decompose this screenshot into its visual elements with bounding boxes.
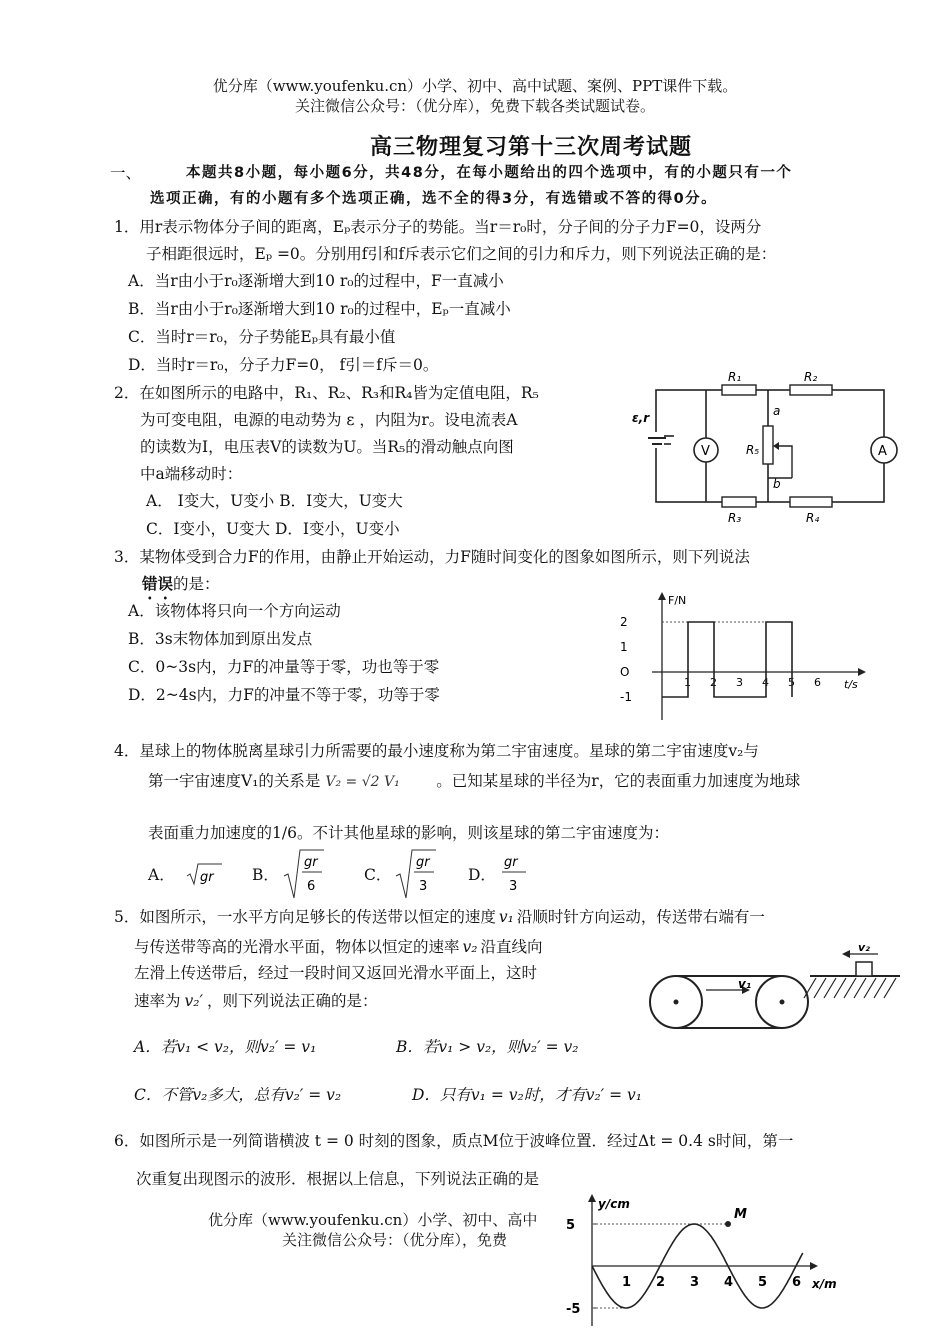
y-tick-label: -5 (566, 1302, 581, 1317)
q3-line-1: 3．某物体受到合力F的作用，由静止开始运动，力F随时间变化的图象如图所示，则下列说法 (114, 548, 750, 566)
svg-text:gr: gr (504, 855, 518, 870)
block-object (856, 962, 872, 976)
force-series-line (662, 622, 792, 697)
q4-answer-c-formula (394, 846, 438, 902)
q1-option-d: D．当时r＝r₀，分子力F=0， f引＝f斥＝0。 (128, 356, 439, 374)
q4-formula: V₂ = √2 V₁ (325, 774, 400, 790)
x-tick-label: 3 (690, 1275, 700, 1290)
q1-option-a: A．当r由小于r₀逐渐增大到10 r₀的过程中，F一直减小 (128, 272, 504, 290)
label-r1: R₁ (728, 370, 742, 384)
x-axis-label: t/s (844, 678, 858, 691)
svg-text:gr: gr (416, 855, 430, 870)
q2-line-2: 为可变电阻，电源的电动势为 ε ，内阻为r。设电流表A (140, 411, 518, 429)
q4-answer-a-formula (184, 858, 224, 888)
y-tick-label: 2 (620, 615, 628, 629)
q4-answer-b-formula (282, 846, 326, 902)
q3-option-b: B．3s末物体加到原出发点 (128, 630, 313, 648)
y-tick-label: -1 (620, 690, 632, 704)
q2-line-1: 2．在如图所示的电路中，R₁、R₂、R₃和R₄皆为定值电阻，R₅ (114, 384, 539, 402)
x-tick-label: 4 (762, 676, 769, 689)
x-tick-label: 2 (656, 1275, 666, 1290)
y-axis-arrow (588, 1194, 596, 1202)
q3-line-2: 错误的是： (142, 574, 220, 593)
footer-line-2: 关注微信公众号：（优分库），免费 (282, 1231, 508, 1249)
q2-line-4: 中a端移动时： (140, 465, 243, 483)
svg-text:6: 6 (307, 879, 316, 894)
q1-option-b: B．当r由小于r₀逐渐增大到10 r₀的过程中，Eₚ一直减小 (128, 300, 511, 318)
section-instructions-2: 选项正确，有的小题有多个选项正确，选不全的得3分，有选错或不答的得0分。 (150, 191, 718, 207)
page-title: 高三物理复习第十三次周考试题 (370, 134, 693, 160)
x-tick-label: 3 (736, 676, 743, 689)
x-tick-label: 6 (792, 1275, 802, 1290)
voltmeter-label: V (701, 444, 710, 459)
q4-option-c: C． (364, 866, 392, 884)
label-r4: R₄ (806, 511, 820, 525)
q2-options-cd: C．I变小，U变大 D．I变小，U变小 (146, 520, 400, 538)
point-m (725, 1221, 731, 1227)
section-number: 一、 (110, 164, 142, 182)
label-r2: R₂ (804, 370, 818, 384)
y-tick-label: 1 (620, 640, 628, 654)
label-r5: R₅ (746, 443, 760, 457)
q3-emphasis: 错误 (142, 574, 174, 593)
label-r3: R₃ (728, 511, 742, 525)
svg-text:gr: gr (200, 870, 214, 885)
resistor-r3 (722, 497, 756, 507)
circuit-diagram (630, 370, 892, 528)
q5-line-3: 左滑上传送带后，经过一段时间又返回光滑水平面上，这时 (134, 964, 538, 982)
q1-option-c: C．当时r＝r₀，分子势能Eₚ具有最小值 (128, 328, 396, 346)
q5-option-b: B．若v₁ > v₂，则v₂′ = v₂ (396, 1038, 579, 1056)
q6-line-1: 6．如图所示是一列简谐横波 t = 0 时刻的图象，质点M位于波峰位置．经过Δt = 0.4 s时间，第一 (114, 1132, 794, 1150)
svg-text:3: 3 (509, 879, 518, 894)
q4-option-a: A． (148, 866, 175, 884)
x-tick-label: 2 (710, 676, 717, 689)
wave-chart (556, 1190, 846, 1330)
x-axis-arrow (810, 1262, 818, 1270)
q4-line-1: 4．星球上的物体脱离星球引力所需要的最小速度称为第二宇宙速度。星球的第二宇宙速度v₂与 (114, 742, 759, 760)
y-tick-label: 5 (566, 1218, 576, 1233)
emf-label: ε,r (632, 411, 650, 425)
resistor-r1 (722, 385, 756, 395)
x-tick-label: 4 (724, 1275, 734, 1290)
point-m-label: M (734, 1207, 747, 1222)
q3-option-c: C．0~3s内，力F的冲量等于零，功也等于零 (128, 658, 440, 676)
q3-option-a: A．该物体将只向一个方向运动 (128, 602, 341, 620)
q1-line-1: 1．用r表示物体分子间的距离，Eₚ表示分子的势能。当r＝r₀时，分子间的分子力F=0，设两分 (114, 218, 762, 236)
header-line-1: 优分库（www.youfenku.cn）小学、初中、高中试题、案例、PPT课件下载。 (212, 77, 738, 95)
resistor-r4 (790, 497, 832, 507)
q5-option-c: C．不管v₂多大，总有v₂′ = v₂ (134, 1086, 342, 1104)
section-instructions-1: 本题共8小题，每小题6分，共48分，在每小题给出的四个选项中，有的小题只有一个 (186, 165, 793, 181)
x-tick-label: 5 (788, 676, 795, 689)
q4-line-2: 第一宇宙速度V₁的关系是 V₂ = √2 V₁ 。已知某星球的半径为r，它的表面重力加速度为地球 (148, 770, 800, 793)
q5-line-1: 5．如图所示，一水平方向足够长的传送带以恒定的速度 v₁ 沿顺时针方向运动，传送带右端有一 (114, 908, 765, 926)
q3-option-d: D．2~4s内，力F的冲量不等于零，功等于零 (128, 686, 440, 704)
q4-answer-d-formula (500, 848, 532, 900)
ammeter-label: A (878, 444, 887, 459)
q5-option-a: A．若v₁ < v₂，则v₂′ = v₁ (134, 1038, 317, 1056)
q6-line-2: 次重复出现图示的波形．根据以上信息，下列说法正确的是 (136, 1170, 540, 1188)
y-axis-arrow (658, 592, 666, 600)
y-axis-label: F/N (668, 594, 687, 607)
footer-line-1: 优分库（www.youfenku.cn）小学、初中、高中 (208, 1211, 538, 1229)
x-tick-label: 6 (814, 676, 821, 689)
x-tick-label: 1 (622, 1275, 632, 1290)
x-axis-arrow (858, 668, 866, 676)
q4-option-d: D． (468, 866, 496, 884)
q2-line-3: 的读数为I，电压表V的读数为U。当R₅的滑动触点向图 (140, 438, 514, 456)
x-tick-label: 5 (758, 1275, 768, 1290)
y-axis-label: y/cm (598, 1197, 630, 1211)
q5-line-2: 与传送带等高的光滑水平面，物体以恒定的速率 v₂ 沿直线向 (134, 938, 543, 956)
q5-line-4: 速率为 v₂′ ，则下列说法正确的是： (134, 992, 378, 1010)
q5-option-d: D．只有v₁ = v₂时，才有v₂′ = v₁ (412, 1086, 643, 1104)
svg-text:3: 3 (419, 879, 428, 894)
label-b: b (773, 477, 781, 491)
x-tick-label: 1 (684, 676, 691, 689)
force-time-chart (616, 588, 870, 728)
x-axis-label: x/m (812, 1277, 837, 1291)
q1-line-2: 子相距很远时，Eₚ =0。分别用f引和f斥表示它们之间的引力和斥力，则下列说法正确的是： (146, 245, 777, 263)
label-a: a (773, 404, 781, 418)
header-line-2: 关注微信公众号：（优分库），免费下载各类试题试卷。 (294, 97, 655, 115)
v1-label: v₁ (738, 977, 752, 991)
resistor-r2 (790, 385, 832, 395)
conveyor-belt-diagram (646, 940, 900, 1034)
resistor-r5 (763, 426, 773, 464)
q4-option-b: B． (252, 866, 279, 884)
v2-label: v₂ (858, 941, 870, 954)
svg-text:gr: gr (304, 855, 318, 870)
q2-options-ab: A． I变大，U变小 B．I变大，U变大 (146, 492, 403, 510)
y-tick-label: O (620, 665, 630, 679)
q4-line-3: 表面重力加速度的1/6。不计其他星球的影响，则该星球的第二宇宙速度为： (148, 824, 669, 842)
